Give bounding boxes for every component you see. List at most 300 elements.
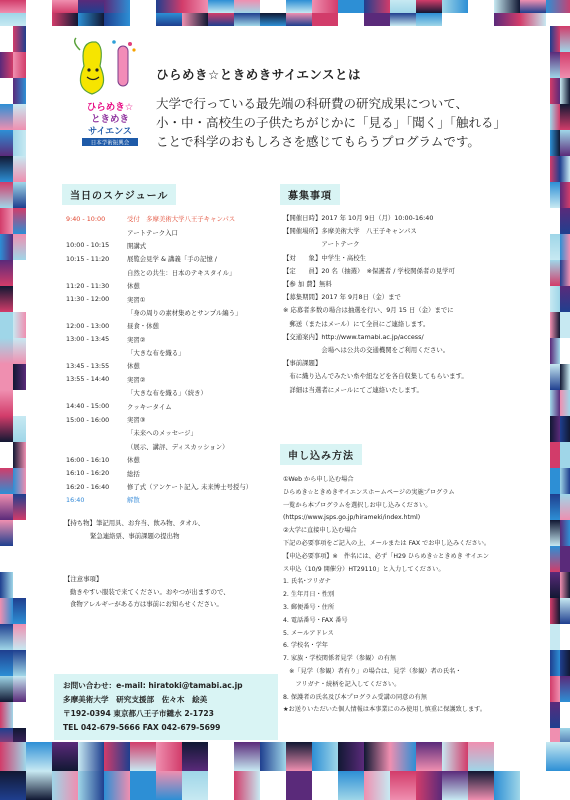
mosaic-tile bbox=[550, 286, 560, 312]
mosaic-tile bbox=[13, 312, 26, 338]
mosaic-tile bbox=[0, 771, 26, 800]
text-line: 7. 家族・学校関係者見学（参観）の有無 bbox=[283, 655, 397, 663]
mosaic-tile bbox=[286, 0, 312, 13]
mosaic-tile bbox=[0, 468, 13, 494]
schedule-time: 9:40 - 10:00 bbox=[66, 214, 106, 223]
mosaic-tile bbox=[13, 572, 26, 598]
intro-line: 大学で行っている最先端の科研費の研究成果について、 bbox=[156, 96, 469, 111]
text-line: フリガナ・続柄を記入してください。 bbox=[283, 680, 401, 688]
text-line: 4. 電話番号・FAX 番号 bbox=[283, 616, 348, 624]
text-line: (https://www.jsps.go.jp/hirameki/index.html) bbox=[283, 514, 421, 522]
mosaic-tile bbox=[390, 13, 416, 26]
text-line: 一覧から本プログラムを選択しお申し込みください。 bbox=[283, 501, 432, 509]
mosaic-tile bbox=[560, 104, 570, 130]
schedule-label: 総括 bbox=[127, 469, 140, 478]
mosaic-tile bbox=[13, 286, 26, 312]
mosaic-tile bbox=[156, 13, 182, 26]
mosaic-tile bbox=[156, 0, 182, 13]
mosaic-tile bbox=[560, 390, 570, 416]
mosaic-tile bbox=[130, 0, 156, 13]
schedule-time: 11:20 - 11:30 bbox=[66, 281, 110, 290]
text-line: 【募集期間】2017 年 9月8日（金）まで bbox=[283, 293, 401, 302]
mosaic-tile bbox=[0, 104, 13, 130]
mosaic-tile bbox=[550, 130, 560, 156]
mosaic-tile bbox=[550, 208, 560, 234]
mosaic-tile bbox=[560, 598, 570, 624]
mosaic-tile bbox=[286, 771, 312, 800]
mosaic-tile bbox=[0, 572, 13, 598]
mosaic-tile bbox=[0, 598, 13, 624]
notes-line: 食物アレルギーがある方は事前にお知らせください。 bbox=[70, 600, 223, 608]
mosaic-tile bbox=[156, 742, 182, 771]
mosaic-tile bbox=[560, 26, 570, 52]
schedule-label: 「身の周りの素材集めとサンプル編う」 bbox=[127, 308, 242, 317]
text-line: 【開催場所】多摩美術大学 八王子キャンパス bbox=[283, 227, 417, 236]
mosaic-tile bbox=[0, 312, 13, 338]
mosaic-tile bbox=[78, 771, 104, 800]
schedule-label: アートテーク入口 bbox=[127, 228, 178, 237]
mosaic-tile bbox=[550, 676, 560, 702]
text-line: 【対 象】中学生・高校生 bbox=[283, 253, 367, 262]
mosaic-tile bbox=[0, 442, 13, 468]
contact-email[interactable]: お問い合わせ：e-mail: hiratoki@tamabi.ac.jp bbox=[63, 681, 243, 690]
mosaic-tile bbox=[13, 104, 26, 130]
mosaic-tile bbox=[0, 390, 13, 416]
mosaic-tile bbox=[52, 13, 78, 26]
logo-text-line1: ひらめき☆ bbox=[86, 102, 134, 113]
mosaic-tile bbox=[546, 742, 570, 771]
schedule-row bbox=[66, 266, 281, 279]
mosaic-tile bbox=[13, 702, 26, 728]
schedule-row bbox=[66, 292, 281, 305]
schedule-time: 16:10 - 16:20 bbox=[66, 469, 110, 478]
mosaic-tile bbox=[560, 286, 570, 312]
mosaic-tile bbox=[312, 13, 338, 26]
mosaic-tile bbox=[13, 494, 26, 520]
mosaic-tile bbox=[104, 13, 130, 26]
mosaic-tile bbox=[208, 13, 234, 26]
contact-box bbox=[54, 674, 278, 740]
mosaic-tile bbox=[560, 52, 570, 78]
mosaic-tile bbox=[550, 598, 560, 624]
mosaic-tile bbox=[0, 130, 13, 156]
mosaic-tile bbox=[0, 494, 13, 520]
mosaic-tile bbox=[560, 442, 570, 468]
mosaic-tile bbox=[156, 771, 182, 800]
schedule-time: 14:40 - 15:00 bbox=[66, 402, 110, 411]
notes-line: 動きやすい服装で来てください。おやつが出ますので、 bbox=[70, 587, 230, 596]
mosaic-tile bbox=[364, 0, 390, 13]
schedule-label: 実習② bbox=[127, 335, 146, 344]
mosaic-tile bbox=[0, 26, 13, 52]
logo-text-line2: ときめき bbox=[90, 114, 130, 125]
mosaic-tile bbox=[104, 742, 130, 771]
mosaic-tile bbox=[560, 260, 570, 286]
mosaic-tile bbox=[182, 771, 208, 800]
contact-phone: TEL 042-679-5666 FAX 042-679-5699 bbox=[63, 723, 221, 732]
mosaic-tile bbox=[468, 0, 494, 13]
mosaic-tile bbox=[312, 742, 338, 771]
schedule-time: 11:30 - 12:00 bbox=[66, 295, 110, 304]
mosaic-tile bbox=[182, 13, 208, 26]
left-mosaic-border bbox=[0, 26, 26, 742]
mosaic-tile bbox=[13, 624, 26, 650]
schedule-row bbox=[66, 373, 281, 386]
mosaic-tile bbox=[550, 546, 560, 572]
text-line: 詳細は当選者にメールにてご連絡いたします。 bbox=[283, 385, 423, 394]
flask-character-left-icon bbox=[75, 38, 104, 94]
mosaic-tile bbox=[0, 416, 13, 442]
schedule-row bbox=[66, 453, 281, 466]
mosaic-tile bbox=[494, 771, 520, 800]
mosaic-tile bbox=[468, 13, 494, 26]
mosaic-tile bbox=[546, 0, 570, 13]
text-line: 郵送（またはメール）にて全員にご連絡します。 bbox=[283, 319, 430, 328]
mosaic-tile bbox=[0, 728, 13, 742]
mosaic-tile bbox=[560, 728, 570, 742]
mosaic-tile bbox=[338, 0, 364, 13]
mosaic-tile bbox=[130, 771, 156, 800]
text-line: 5. メールアドレス bbox=[283, 629, 334, 637]
mosaic-tile bbox=[416, 0, 442, 13]
mosaic-tile bbox=[520, 13, 546, 26]
mosaic-tile bbox=[312, 771, 338, 800]
mosaic-tile bbox=[364, 742, 390, 771]
mosaic-tile bbox=[442, 742, 468, 771]
mosaic-tile bbox=[390, 742, 416, 771]
mosaic-tile bbox=[560, 572, 570, 598]
mosaic-tile bbox=[13, 208, 26, 234]
mosaic-tile bbox=[550, 104, 560, 130]
text-line: 【開催日時】2017 年 10月 9日（月）10:00-16:40 bbox=[283, 214, 434, 222]
schedule-row bbox=[66, 333, 281, 346]
text-line: 1. 氏名･フリガナ bbox=[283, 578, 331, 586]
notes bbox=[64, 573, 230, 611]
mosaic-tile bbox=[260, 742, 286, 771]
mosaic-tile bbox=[26, 742, 52, 771]
schedule-label: 休憩 bbox=[127, 362, 140, 371]
mosaic-tile bbox=[13, 416, 26, 442]
schedule-row bbox=[66, 493, 281, 506]
mosaic-tile bbox=[208, 0, 234, 13]
text-line: ひらめき☆ときめきサイエンスホームページの実施プログラム bbox=[283, 488, 455, 496]
mosaic-tile bbox=[13, 650, 26, 676]
mosaic-tile bbox=[338, 771, 364, 800]
mosaic-tile bbox=[0, 650, 13, 676]
text-line: 【交通案内】http://www.tamabi.ac.jp/access/ bbox=[283, 332, 424, 341]
text-line: ス申込（10/9 開催分）HT29110」と入力してください。 bbox=[283, 565, 445, 573]
mosaic-tile bbox=[260, 771, 286, 800]
mosaic-tile bbox=[550, 26, 560, 52]
mosaic-tile bbox=[52, 771, 78, 800]
schedule-heading: 当日のスケジュール bbox=[62, 184, 176, 205]
mosaic-tile bbox=[13, 546, 26, 572]
text-line: ①Web から申し込む場合 bbox=[283, 476, 354, 483]
belongings bbox=[64, 517, 204, 542]
schedule-row bbox=[66, 252, 281, 265]
mosaic-tile bbox=[286, 742, 312, 771]
mosaic-tile bbox=[390, 0, 416, 13]
contact-address: 〒192-0394 東京都八王子市鑓水 2-1723 bbox=[63, 709, 214, 718]
mosaic-tile bbox=[0, 546, 13, 572]
mosaic-tile bbox=[130, 742, 156, 771]
mosaic-tile bbox=[560, 624, 570, 650]
contact-person: 多摩美術大学 研究支援部 佐々木 絵美 bbox=[63, 695, 208, 704]
mosaic-tile bbox=[550, 494, 560, 520]
mosaic-tile bbox=[0, 156, 13, 182]
text-line: 2. 生年月日・性別 bbox=[283, 591, 335, 599]
schedule-row bbox=[66, 225, 281, 238]
mosaic-tile bbox=[550, 702, 560, 728]
mosaic-tile bbox=[416, 13, 442, 26]
schedule-time: 16:40 bbox=[66, 495, 85, 504]
schedule-row bbox=[66, 306, 281, 319]
mosaic-tile bbox=[0, 364, 13, 390]
mosaic-tile bbox=[550, 520, 560, 546]
mosaic-tile bbox=[13, 598, 26, 624]
mosaic-tile bbox=[550, 234, 560, 260]
mosaic-tile bbox=[104, 771, 130, 800]
mosaic-tile bbox=[560, 338, 570, 364]
mosaic-tile bbox=[78, 0, 104, 13]
mosaic-tile bbox=[550, 52, 560, 78]
schedule-time: 16:20 - 16:40 bbox=[66, 482, 110, 491]
mosaic-tile bbox=[560, 494, 570, 520]
mosaic-tile bbox=[0, 208, 13, 234]
mosaic-tile bbox=[26, 0, 52, 13]
mosaic-tile bbox=[416, 771, 442, 800]
mosaic-tile bbox=[234, 771, 260, 800]
text-line: 布に織り込んでみたい糸や紐などを各自収集してもらいます。 bbox=[283, 372, 468, 381]
schedule-row bbox=[66, 319, 281, 332]
schedule-time: 16:00 - 16:10 bbox=[66, 455, 110, 464]
mosaic-tile bbox=[0, 78, 13, 104]
mosaic-tile bbox=[494, 0, 520, 13]
logo-sub: 日本学術振興会 bbox=[90, 140, 130, 147]
schedule-row bbox=[66, 346, 281, 359]
mosaic-tile bbox=[560, 78, 570, 104]
schedule-label: 休憩 bbox=[127, 456, 140, 465]
schedule-row bbox=[66, 359, 281, 372]
mosaic-tile bbox=[468, 771, 494, 800]
notes-heading: 【注意事項】 bbox=[64, 575, 103, 583]
apply-details bbox=[283, 474, 545, 717]
text-line: ★お送りいただいた個人情報は本事業にのみ使用し慎重に保護致します。 bbox=[283, 706, 487, 714]
schedule-row bbox=[66, 279, 281, 292]
text-line: ※「見学（参観）者有り」の場合は、見学（参観）者の氏名・ bbox=[283, 667, 462, 675]
mosaic-tile bbox=[260, 0, 286, 13]
mosaic-tile bbox=[0, 234, 13, 260]
mosaic-tile bbox=[13, 182, 26, 208]
mosaic-tile bbox=[0, 52, 13, 78]
mosaic-tile bbox=[442, 0, 468, 13]
mosaic-tile bbox=[364, 771, 390, 800]
mosaic-tile bbox=[390, 771, 416, 800]
schedule-label: 昼食・休憩 bbox=[127, 322, 159, 331]
mosaic-tile bbox=[442, 13, 468, 26]
mosaic-tile bbox=[560, 416, 570, 442]
mosaic-tile bbox=[560, 312, 570, 338]
mosaic-tile bbox=[0, 182, 13, 208]
schedule-label: 自然との共生：日本のテキスタイル」 bbox=[127, 268, 236, 277]
mosaic-tile bbox=[416, 742, 442, 771]
text-line: ②大学に直接申し込む場合 bbox=[283, 527, 357, 535]
text-line: アートテーク bbox=[283, 240, 360, 249]
mosaic-tile bbox=[560, 650, 570, 676]
text-line: 会場へは公共の交通機関をご利用ください。 bbox=[283, 346, 450, 355]
mosaic-tile bbox=[13, 468, 26, 494]
schedule-label: 修了式（アンケート記入, 未来博士号授与） bbox=[127, 483, 253, 491]
schedule-time: 13:55 - 14:40 bbox=[66, 375, 110, 384]
mosaic-tile bbox=[560, 234, 570, 260]
schedule-row bbox=[66, 466, 281, 479]
mosaic-tile bbox=[550, 312, 560, 338]
mosaic-tile bbox=[26, 771, 52, 800]
mosaic-tile bbox=[0, 624, 13, 650]
text-line: 【参 加 費】無料 bbox=[283, 280, 332, 289]
mosaic-tile bbox=[560, 364, 570, 390]
mosaic-tile bbox=[550, 390, 560, 416]
mosaic-tile bbox=[13, 78, 26, 104]
mosaic-tile bbox=[546, 771, 570, 800]
mosaic-tile bbox=[13, 364, 26, 390]
mosaic-tile bbox=[560, 676, 570, 702]
mosaic-tile bbox=[13, 130, 26, 156]
schedule-time: 10:00 - 10:15 bbox=[66, 241, 110, 250]
schedule-row bbox=[66, 212, 281, 225]
mosaic-tile bbox=[0, 0, 26, 13]
text-line: 【申込必要事項】※ 件名には、必ず「H29 ひらめき☆ときめき サイエン bbox=[283, 552, 489, 560]
mosaic-tile bbox=[13, 676, 26, 702]
schedule-row bbox=[66, 440, 281, 453]
schedule-label: 解散 bbox=[127, 496, 140, 505]
schedule-label: 受付 多摩美術大学八王子キャンパス bbox=[127, 215, 236, 224]
schedule-time: 13:00 - 13:45 bbox=[66, 335, 110, 344]
schedule-row bbox=[66, 386, 281, 399]
mosaic-tile bbox=[0, 520, 13, 546]
mosaic-tile bbox=[13, 442, 26, 468]
mosaic-tile bbox=[208, 771, 234, 800]
bottom-mosaic-border bbox=[0, 742, 570, 800]
mosaic-tile bbox=[234, 742, 260, 771]
text-line: ※ 応募者多数の場合は抽選を行い、9月 15 日（金）までに bbox=[283, 306, 454, 315]
mosaic-tile bbox=[234, 0, 260, 13]
mosaic-tile bbox=[560, 130, 570, 156]
schedule-label: 開講式 bbox=[127, 241, 147, 250]
mosaic-tile bbox=[550, 572, 560, 598]
mosaic-tile bbox=[550, 156, 560, 182]
text-line: 【事前課題】 bbox=[283, 359, 322, 368]
schedule-label: （展示、講評、ディスカッション） bbox=[127, 442, 229, 451]
mosaic-tile bbox=[182, 0, 208, 13]
mosaic-tile bbox=[550, 260, 560, 286]
mosaic-tile bbox=[13, 234, 26, 260]
mosaic-tile bbox=[0, 13, 26, 26]
belongings-line: 緊急連絡票、事前課題の提出物 bbox=[90, 531, 180, 540]
schedule-list bbox=[66, 212, 281, 507]
mosaic-tile bbox=[0, 260, 13, 286]
text-line: 3. 郵便番号・住所 bbox=[283, 603, 335, 611]
intro-line: 小・中・高校生の子供たちがじかに「見る」「聞く」「触れる」 bbox=[156, 115, 507, 130]
mosaic-tile bbox=[550, 78, 560, 104]
recruit-details bbox=[283, 212, 543, 397]
mosaic-tile bbox=[550, 728, 560, 742]
mosaic-tile bbox=[234, 13, 260, 26]
schedule-label: 休憩 bbox=[127, 282, 140, 291]
right-mosaic-border bbox=[550, 26, 570, 742]
mosaic-tile bbox=[442, 771, 468, 800]
schedule-time: 15:00 - 16:00 bbox=[66, 415, 110, 424]
text-line: 8. 保護者の氏名及び本プログラム受講の同意の有無 bbox=[283, 693, 427, 701]
schedule-label: 「未来へのメッセージ」 bbox=[127, 429, 197, 438]
mosaic-tile bbox=[13, 390, 26, 416]
schedule-label: 展覧会見学 & 講義「手の記憶 / bbox=[127, 255, 217, 264]
schedule-label: 実習① bbox=[127, 295, 146, 304]
belongings-line: 【持ち物】筆記用具、お弁当、飲み物、タオル、 bbox=[64, 519, 205, 527]
hirameki-tokimeki-logo bbox=[70, 36, 150, 148]
schedule-row bbox=[66, 480, 281, 493]
mosaic-tile bbox=[560, 546, 570, 572]
mosaic-tile bbox=[550, 624, 560, 650]
mosaic-tile bbox=[0, 286, 13, 312]
mosaic-tile bbox=[0, 742, 26, 771]
schedule-time: 13:45 - 13:55 bbox=[66, 361, 110, 370]
apply-heading: 申し込み方法 bbox=[280, 444, 362, 465]
mosaic-tile bbox=[468, 742, 494, 771]
mosaic-tile bbox=[338, 13, 364, 26]
test-tube-right-icon bbox=[112, 40, 135, 86]
mosaic-tile bbox=[560, 182, 570, 208]
mosaic-tile bbox=[130, 13, 156, 26]
mosaic-tile bbox=[550, 442, 560, 468]
mosaic-tile bbox=[520, 771, 546, 800]
mosaic-tile bbox=[26, 13, 52, 26]
text-line: 【定 員】20 名（抽選） ※保護者 / 学校関係者の見学可 bbox=[283, 266, 455, 275]
mosaic-tile bbox=[104, 0, 130, 13]
mosaic-tile bbox=[13, 26, 26, 52]
mosaic-tile bbox=[550, 416, 560, 442]
mosaic-tile bbox=[0, 338, 13, 364]
mosaic-tile bbox=[182, 742, 208, 771]
mosaic-tile bbox=[13, 338, 26, 364]
text-line: 6. 学校名・学年 bbox=[283, 642, 328, 650]
page-title: ひらめき☆ときめきサイエンスとは bbox=[156, 67, 361, 82]
schedule-row bbox=[66, 239, 281, 252]
mosaic-tile bbox=[550, 468, 560, 494]
mosaic-tile bbox=[286, 13, 312, 26]
schedule-label: 「大きな布を織る」 bbox=[127, 349, 185, 358]
mosaic-tile bbox=[13, 156, 26, 182]
mosaic-tile bbox=[13, 52, 26, 78]
mosaic-tile bbox=[13, 260, 26, 286]
mosaic-tile bbox=[78, 742, 104, 771]
mosaic-tile bbox=[560, 702, 570, 728]
logo-text-line3: サイエンス bbox=[88, 127, 132, 137]
mosaic-tile bbox=[13, 520, 26, 546]
schedule-label: 「大きな布を織る」（続き） bbox=[127, 389, 207, 398]
mosaic-tile bbox=[560, 520, 570, 546]
mosaic-tile bbox=[0, 676, 13, 702]
mosaic-tile bbox=[520, 742, 546, 771]
mosaic-tile bbox=[494, 13, 520, 26]
mosaic-tile bbox=[52, 742, 78, 771]
text-line: 下記の必要事項をご記入の上、メールまたは FAX でお申し込みください。 bbox=[283, 539, 491, 547]
mosaic-tile bbox=[560, 208, 570, 234]
mosaic-tile bbox=[364, 13, 390, 26]
mosaic-tile bbox=[560, 468, 570, 494]
top-mosaic-border bbox=[0, 0, 570, 26]
schedule-row bbox=[66, 413, 281, 426]
